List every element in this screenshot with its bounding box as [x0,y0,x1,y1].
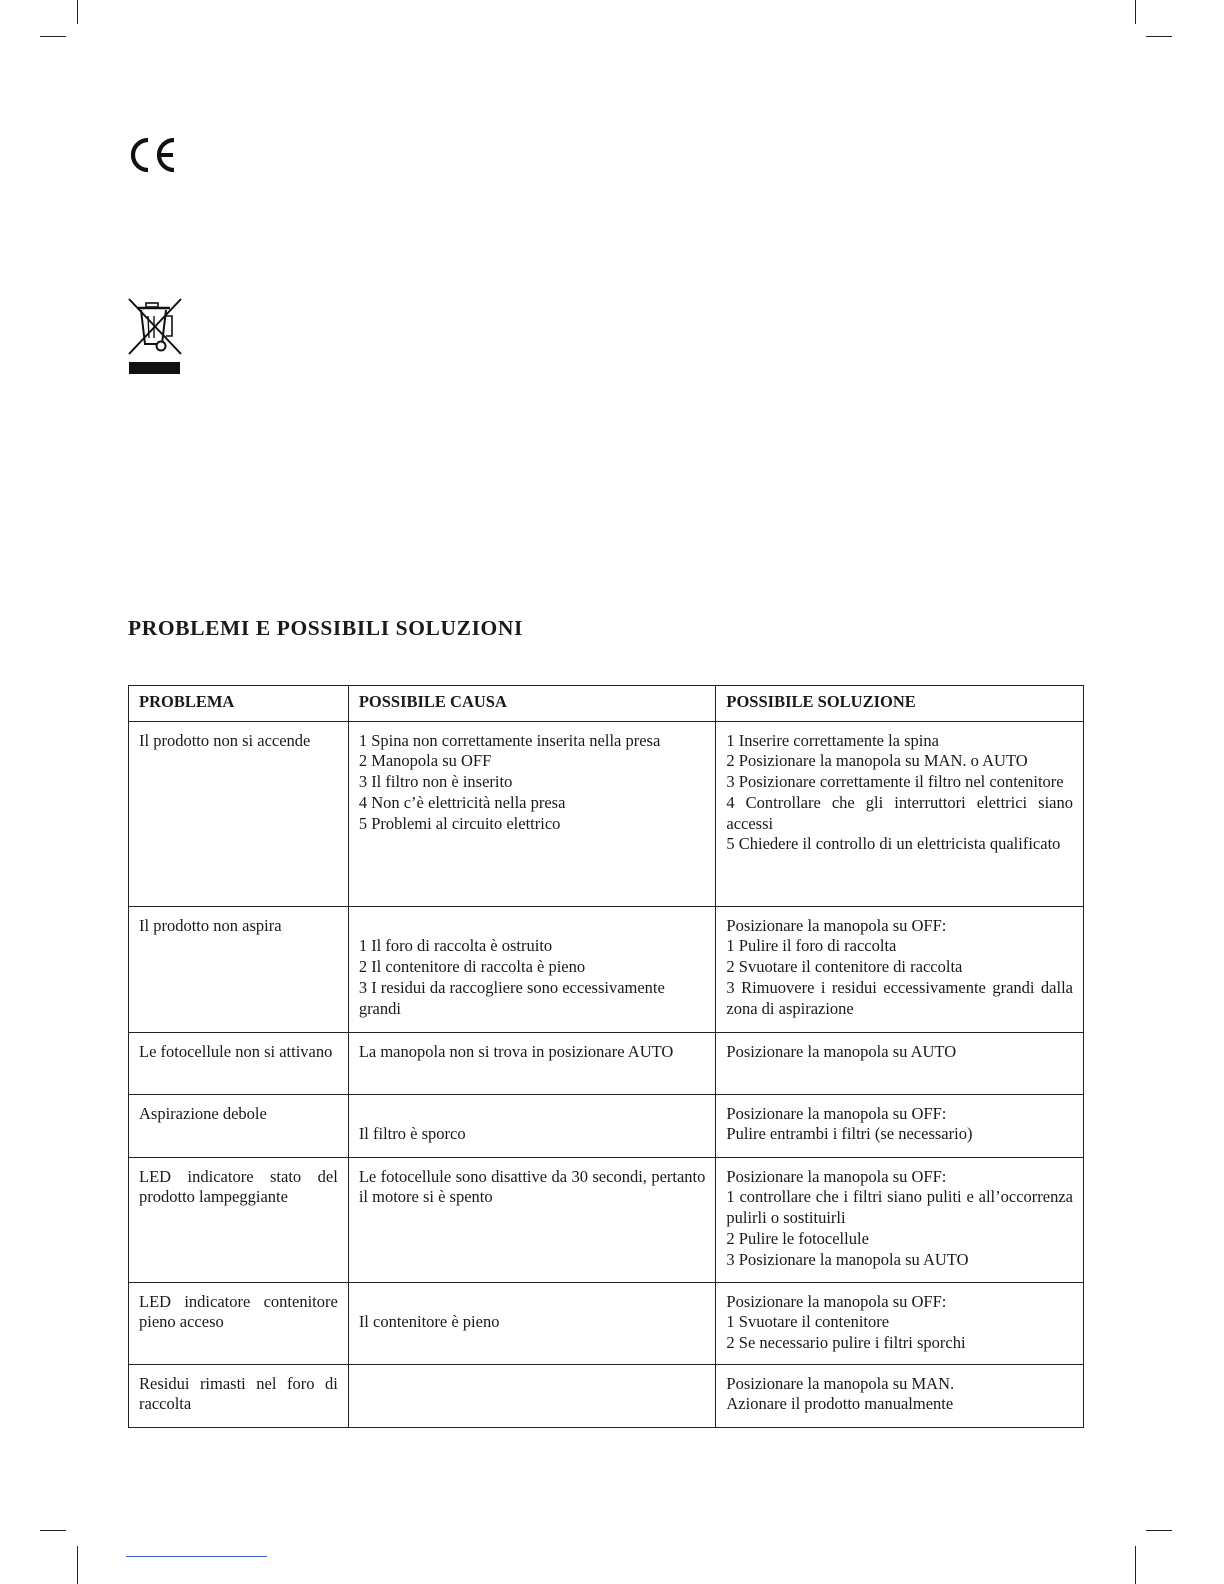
crop-mark-top-left-v [77,0,78,24]
table-row [129,1157,1084,1282]
cause-cell [348,1032,716,1094]
solution-line: 2 Pulire le fotocellule [726,1228,869,1248]
cause-cell [348,1094,716,1157]
cause-cell [348,1364,716,1427]
cell-spacer [359,1292,706,1313]
header-problem: PROBLEMA [129,686,349,722]
bottom-link-underline [126,1556,267,1557]
problem-cell: LED indicatore contenitore pieno acceso [129,1282,349,1364]
solution-cell [716,721,1084,906]
solution-line: 3 Posizionare la manopola su AUTO [726,1249,969,1269]
solution-line: Posizionare la manopola su OFF: [726,1103,947,1123]
cause-line: 1 Il foro di raccolta è ostruito [358,936,553,956]
solution-cell [716,1364,1084,1427]
cause-cell [348,721,716,906]
problem-cell: Aspirazione debole [129,1094,349,1157]
solution-line: Pulire entrambi i filtri (se necessario) [726,1124,973,1144]
solution-line: 2 Se necessario pulire i filtri sporchi [726,1333,966,1353]
cause-line: 2 Il contenitore di raccolta è pieno [358,957,586,977]
solution-line: Posizionare la manopola su AUTO [726,1041,957,1061]
table-header-row [129,686,1084,722]
crop-mark-top-right-h [1146,36,1172,37]
table-row [129,1364,1084,1427]
solution-line: 1 Svuotare il contenitore [726,1312,890,1332]
solution-line: 1 Inserire correttamente la spina [726,730,939,750]
table-row [129,1094,1084,1157]
cause-line: Le fotocellule sono disattive da 30 secondi, pertanto il motore si è spento [358,1166,706,1207]
cause-line: 3 I residui da raccogliere sono eccessivamente grandi [358,977,665,1018]
solution-line: 2 Posizionare la manopola su MAN. o AUTO [726,751,1028,771]
solution-cell [716,906,1084,1032]
solution-cell [716,1032,1084,1094]
solution-line: 4 Controllare che gli interruttori elettrici siano accessi [726,792,1073,833]
solution-line: Posizionare la manopola su OFF: [726,1166,947,1186]
problem-cell: LED indicatore stato del prodotto lampeggiante [129,1157,349,1282]
solution-line: Posizionare la manopola su MAN. [726,1373,955,1393]
cause-cell [348,1282,716,1364]
cause-line: 3 Il filtro non è inserito [358,772,513,792]
problem-cell: Residui rimasti nel foro di raccolta [129,1364,349,1427]
solution-line: Posizionare la manopola su OFF: [726,1291,947,1311]
solution-line: 2 Svuotare il contenitore di raccolta [726,957,963,977]
solution-line: 5 Chiedere il controllo di un elettricista qualificato [726,834,1061,854]
solution-cell [716,1157,1084,1282]
cause-line: 2 Manopola su OFF [358,751,492,771]
cause-line: Il contenitore è pieno [358,1312,500,1332]
solution-line: 3 Rimuovere i residui eccessivamente grandi dalla zona di aspirazione [726,977,1073,1018]
cause-line: Il filtro è sporco [358,1124,466,1144]
page-title: PROBLEMI E POSSIBILI SOLUZIONI [128,616,523,640]
cause-line: 4 Non c’è elettricità nella presa [358,792,566,812]
table-row [129,906,1084,1032]
cell-spacer [359,1104,706,1125]
solution-line: Posizionare la manopola su OFF: [726,915,947,935]
cause-line: 1 Spina non correttamente inserita nella presa [358,730,661,750]
header-solution: POSSIBILE SOLUZIONE [716,686,1084,722]
crop-mark-bottom-left-v [77,1546,78,1584]
solution-line: Azionare il prodotto manualmente [726,1394,954,1414]
ce-mark-icon [126,134,180,176]
crop-mark-bottom-right-v [1135,1546,1136,1584]
header-cause: POSSIBILE CAUSA [348,686,716,722]
solution-line: 1 Pulire il foro di raccolta [726,936,897,956]
cause-line: 5 Problemi al circuito elettrico [358,813,561,833]
table-row [129,721,1084,906]
crop-mark-top-left-h [40,36,66,37]
table-row [129,1032,1084,1094]
solution-line: 1 controllare che i filtri siano puliti e all’occorrenza pulirli o sostituirli [726,1187,1073,1228]
crop-mark-bottom-right-h [1146,1530,1172,1531]
crop-mark-top-right-v [1135,0,1136,24]
troubleshooting-table [128,685,1084,1428]
problem-cell: Il prodotto non aspira [129,906,349,1032]
problem-cell: Le fotocellule non si attivano [129,1032,349,1094]
cause-cell [348,1157,716,1282]
solution-cell [716,1282,1084,1364]
crop-mark-bottom-left-h [40,1530,66,1531]
cause-cell [348,906,716,1032]
table-row [129,1282,1084,1364]
weee-bin-icon [126,296,184,378]
cell-spacer [359,916,706,937]
problem-cell: Il prodotto non si accende [129,721,349,906]
solution-line: 3 Posizionare correttamente il filtro nel contenitore [726,772,1064,792]
solution-cell [716,1094,1084,1157]
cause-line: La manopola non si trova in posizionare AUTO [358,1041,674,1061]
